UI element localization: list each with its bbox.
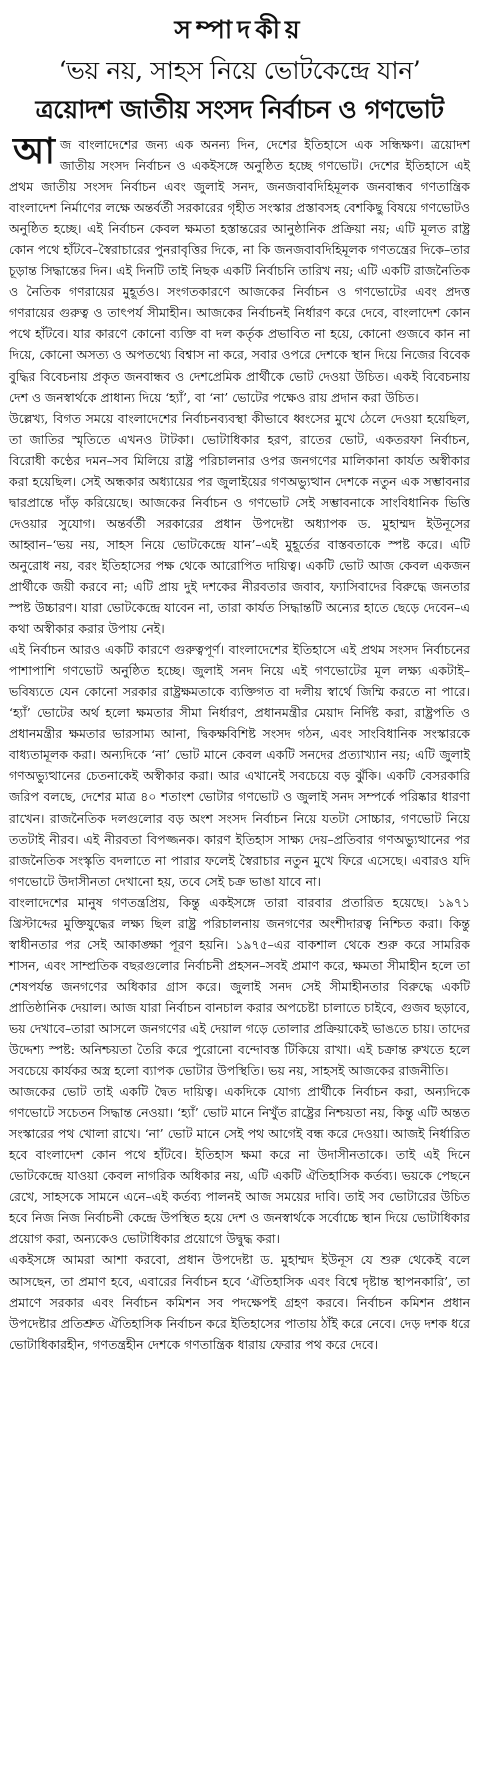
- paragraph: একইসঙ্গে আমরা আশা করবো, প্রধান উপদেষ্টা ড. মুহাম্মদ ইউনূস যে শুরু থেকেই বলে আসছেন, তা প্রমাণ হবে, এবারের নির্বাচন হবে ‘ঐতিহাসিক এবং বিশ্বে দৃষ্টান্ত স্থাপনকারি’, তা প্রমাণে সরকার এবং নির্বাচন কমিশন সব পদক্ষেপই গ্রহণ করবে। নির্বাচন কমিশন প্রধান উপদেষ্টার প্রতিশ্রুত ঐতিহাসিক নির্বাচন করে ইতিহাসের পাতায় ঠাঁই করে নেবে। দেড় দশক ধরে ভোটাধিকারহীন, গণতন্ত্রহীন দেশকে গণতান্ত্রিক ধারায় ফেরার পথ করে দেবে।: [9, 1252, 470, 1352]
- paragraph: উল্লেখ্য, বিগত সময়ে বাংলাদেশের নির্বাচনব্যবস্থা কীভাবে ধ্বংসের মুখে ঠেলে দেওয়া হয়েছিল, তা জাতির স্মৃতিতে এখনও টাটকা। ভোটাধিকার হরণ, রাতের ভোট, একতরফা নির্বাচন, বিরোধী কণ্ঠের দমন–সব মিলিয়ে রাষ্ট্র পরিচালনার ওপর জনগণের মালিকানা কার্যত অস্বীকার করা হয়েছিল। সেই অন্ধকার অধ্যায়ের পর জুলাইয়ের গণঅভ্যুত্থান দেশকে নতুন এক সম্ভাবনার দ্বারপ্রান্তে দাঁড় করিয়েছে। আজকের নির্বাচন ও গণভোট সেই সম্ভাবনাকে সাংবিধানিক ভিত্তি দেওয়ার সুযোগ। অন্তর্বর্তী সরকারের প্রধান উপদেষ্টা অধ্যাপক ড. মুহাম্মদ ইউনূসের আহ্বান–‘ভয় নয়, সাহস নিয়ে ভোটকেন্দ্রে যান’–এই মুহূর্তের বাস্তবতাকে স্পষ্ট করে। এটি অনুরোধ নয়, বরং ইতিহাসের পক্ষ থেকে আরোপিত দায়িত্ব। একটি ভোট আজ কেবল একজন প্রার্থীকে জয়ী করবে না; এটি প্রায় দুই দশকের নীরবতার জবাব, ফ্যাসিবাদের বিরুদ্ধে জনতার স্পষ্ট উচ্চারণ। যারা ভোটকেন্দ্রে যাবেন না, তারা কার্যত সিদ্ধান্তটি অন্যের হাতে ছেড়ে দেবেন–এ কথা অস্বীকার করার উপায় নেই।: [9, 410, 470, 637]
- article-body: [9, 130, 470, 1355]
- paragraph: আজকের ভোট তাই একটি দ্বৈত দায়িত্ব। একদিকে যোগ্য প্রার্থীকে নির্বাচন করা, অন্যদিকে গণভোটে সচেতন সিদ্ধান্ত নেওয়া। ‘হ্যাঁ’ ভোট মানে নিখুঁত রাষ্ট্রের নিশ্চয়তা নয়, কিন্তু এটি অন্তত সংস্কারের পথ খোলা রাখে। ‘না’ ভোট মানে সেই পথ আগেই বন্ধ করে দেওয়া। আজই নির্ধারিত হবে বাংলাদেশ কোন পথে হাঁটবে। ইতিহাস ক্ষমা করে না উদাসীনতাকে। তাই এই দিনে ভোটকেন্দ্রে যাওয়া কেবল নাগরিক অধিকার নয়, এটি একটি ঐতিহাসিক কর্তব্য। ভয়কে পেছনে রেখে, সাহসকে সামনে এনে–এই কর্তব্য পালনই আজ সময়ের দাবি। তাই সব ভোটারের উচিত হবে নিজ নিজ নির্বাচনী কেন্দ্রে উপস্থিত হয়ে দেশ ও জনস্বার্থকে সর্বোচ্চে স্থান দিয়ে ভোটাধিকার প্রয়োগ করা, অন্যকেও ভোটাধিকার প্রয়োগে উদ্বুদ্ধ করা।: [9, 1084, 470, 1247]
- subhead: ত্রয়োদশ জাতীয় সংসদ নির্বাচন ও গণভোট: [35, 95, 444, 124]
- paragraph: বাংলাদেশের মানুষ গণতন্ত্রপ্রিয়, কিন্তু একইসঙ্গে তারা বারবার প্রতারিত হয়েছে। ১৯৭১ খ্রিস্টাব্দের মুক্তিযুদ্ধের লক্ষ্য ছিল রাষ্ট্র পরিচালনায় জনগণের অংশীদারত্ব নিশ্চিত করা। কিন্তু স্বাধীনতার পর সেই আকাঙ্ক্ষা পূরণ হয়নি। ১৯৭৫–এর বাকশাল থেকে শুরু করে সামরিক শাসন, এবং সাম্প্রতিক বছরগুলোর নির্বাচনী প্রহসন–সবই প্রমাণ করে, ক্ষমতা সীমাহীন হলে তা শেষপর্যন্ত জনগণের অধিকার গ্রাস করে। জুলাই সনদ সেই সীমাহীনতার বিরুদ্ধে একটি প্রাতিষ্ঠানিক দেয়াল। আজ যারা নির্বাচন বানচাল করার অপচেষ্টা চালাতে চাইবে, গুজব ছড়াবে, ভয় দেখাবে–তারা আসলে জনগণের এই দেয়াল গড়ে তোলার প্রক্রিয়াকেই ভাঙতে চায়। তাদের উদ্দেশ্য স্পষ্ট: অনিশ্চয়তা তৈরি করে পুরোনো বন্দোবস্ত টিকিয়ে রাখা। এই চক্রান্ত রুখতে হলে সবচেয়ে কার্যকর অস্ত্র হলো ব্যাপক ভোটার উপস্থিতি। ভয় নয়, সাহসই আজকের রাজনীতি।: [9, 894, 470, 1079]
- section-kicker: সম্পাদকীয়: [174, 15, 305, 44]
- paragraph: এই নির্বাচন আরও একটি কারণে গুরুত্বপূর্ণ। বাংলাদেশের ইতিহাসে এই প্রথম সংসদ নির্বাচনের পাশাপাশি গণভোট অনুষ্ঠিত হচ্ছে। জুলাই সনদ নিয়ে এই গণভোটের মূল লক্ষ্য একটাই–ভবিষ্যতে যেন কোনো সরকার রাষ্ট্রক্ষমতাকে ব্যক্তিগত বা দলীয় স্বার্থে জিম্মি করতে না পারে। ‘হ্যাঁ’ ভোটের অর্থ হলো ক্ষমতার সীমা নির্ধারণ, প্রধানমন্ত্রীর মেয়াদ নির্দিষ্ট করা, রাষ্ট্রপতি ও প্রধানমন্ত্রীর ক্ষমতার ভারসাম্য আনা, দ্বিকক্ষবিশিষ্ট সংসদ গঠন, এবং সাংবিধানিক সংস্কারকে বাধ্যতামূলক করা। অন্যদিকে ‘না’ ভোট মানে কেবল একটি সনদের প্রত্যাখ্যান নয়; এটি জুলাই গণঅভ্যুত্থানের চেতনাকেই অস্বীকার করা। আর এখানেই সবচেয়ে বড় ঝুঁকি। একটি বেসরকারি জরিপ বলছে, দেশের মাত্র ৪০ শতাংশ ভোটার গণভোট ও জুলাই সনদ সম্পর্কে পরিষ্কার ধারণা রাখেন। রাজনৈতিক দলগুলোর বড় অংশ সংসদ নির্বাচন নিয়ে যতটা সোচ্চার, গণভোট নিয়ে ততটাই নীরব। এই নীরবতা বিপজ্জনক। কারণ ইতিহাস সাক্ষ্য দেয়–প্রতিবার গণঅভ্যুত্থানের পর রাজনৈতিক সংস্কৃতি বদলাতে না পারার ফলেই স্বৈরাচার নতুন মুখে ফিরে এসেছে। এবারও যদি গণভোটে উদাসীনতা দেখানো হয়, তবে সেই চক্র ভাঙা যাবে না।: [9, 642, 470, 889]
- paragraph: [9, 130, 470, 408]
- drop-cap: আ: [13, 130, 55, 172]
- headline: ‘ভয় নয়, সাহস নিয়ে ভোটকেন্দ্রে যান’: [58, 56, 421, 85]
- paragraph-text: জ বাংলাদেশের জন্য এক অনন্য দিন, দেশের ইতিহাসে এক সন্ধিক্ষণ। ত্রয়োদশ জাতীয় সংসদ নির্বাচন ও একইসঙ্গে অনুষ্ঠিত হচ্ছে গণভোট। দেশের ইতিহাসে এই প্রথম জাতীয় সংসদ নির্বাচন এবং জুলাই সনদ, জনজবাবদিহিমূলক জনবান্ধব গণতান্ত্রিক বাংলাদেশ নির্মাণের লক্ষে অন্তর্বর্তী সরকারের গৃহীত সংস্কার প্রস্তাবসহ বেশকিছু বিষয়ে গণভোটও অনুষ্ঠিত হচ্ছে। এই নির্বাচন কেবল ক্ষমতা হস্তান্তরের আনুষ্ঠানিক প্রক্রিয়া নয়; এটি মূলত রাষ্ট্র কোন পথে হাঁটবে–স্বৈরাচারের পুনরাবৃত্তির দিকে, না কি জনজবাবদিহিমূলক গণতন্ত্রের দিকে–তার চূড়ান্ত সিদ্ধান্তের দিন। এই দিনটি তাই নিছক একটি নির্বাচনি তারিখ নয়; এটি একটি রাজনৈতিক ও নৈতিক গণরায়ের মুহূর্তও। সংগতকারণে আজকের নির্বাচন ও গণভোটের এবং প্রদত্ত গণরায়ের গুরুত্ব ও তাৎপর্য সীমাহীন। আজকের নির্বাচনই নির্ধারণ করে দেবে, বাংলাদেশ কোন পথে হাঁটবে। যার কারণে কোনো ব্যক্তি বা দল কর্তৃক প্রভাবিত না হয়ে, কোনো গুজবে কান না দিয়ে, কোনো অসত্য ও অপতথ্যে বিশ্বাস না করে, সবার ওপরে দেশকে স্থান দিয়ে নিজের বিবেক বুদ্ধির বিবেচনায় প্রকৃত জনবান্ধব ও দেশপ্রেমিক প্রার্থীকে ভোট দেওয়া উচিত। একই বিবেচনায় দেশ ও জনস্বার্থকে প্রাধান্য দিয়ে ‘হ্যাঁ’, বা ‘না’ ভোটের পক্ষেও রায় প্রদান করা উচিত।: [9, 137, 470, 405]
